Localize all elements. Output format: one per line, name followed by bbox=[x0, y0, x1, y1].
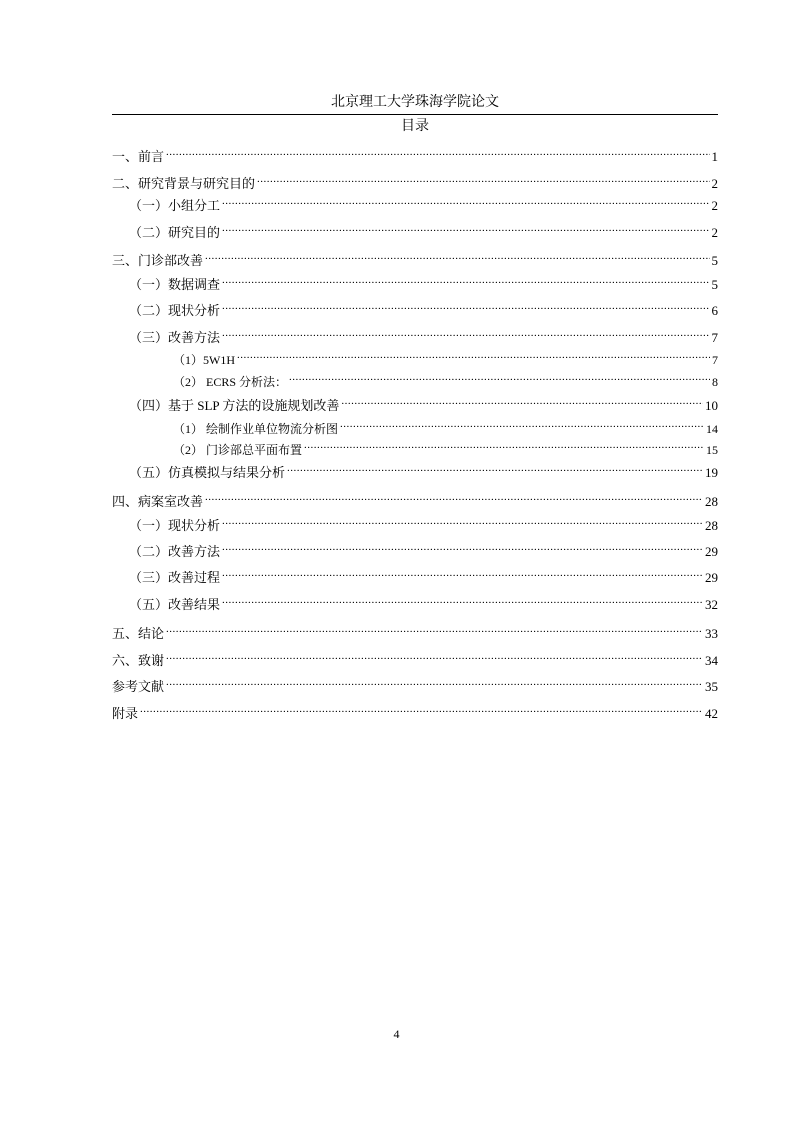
toc-entry-label: （五）改善结果 bbox=[129, 597, 221, 612]
toc-entry-page: 1 bbox=[711, 149, 718, 164]
toc-entry-floor-plan[interactable] bbox=[173, 436, 718, 457]
toc-entry-logistics-chart[interactable] bbox=[173, 415, 718, 436]
toc-entry-label: 二、研究背景与研究目的 bbox=[112, 176, 256, 191]
toc-entry-page: 6 bbox=[711, 303, 718, 318]
toc-entry-page: 28 bbox=[705, 494, 718, 509]
toc-entry-page: 15 bbox=[706, 443, 718, 457]
toc-dot-leader bbox=[222, 591, 703, 609]
toc-entry-page: 14 bbox=[706, 422, 718, 436]
toc-entry-label: （1）5W1H bbox=[173, 353, 235, 367]
toc-entry-page: 28 bbox=[705, 518, 718, 533]
toc-entry-records-result[interactable] bbox=[129, 591, 718, 612]
toc-entry-simulation[interactable] bbox=[129, 459, 718, 480]
toc-entry-preface[interactable] bbox=[112, 143, 718, 164]
toc-dot-leader bbox=[287, 459, 703, 477]
toc-entry-label: 参考文献 bbox=[112, 679, 165, 694]
toc-entry-page: 29 bbox=[705, 544, 718, 559]
toc-dot-leader bbox=[222, 324, 709, 342]
toc-dot-leader bbox=[166, 143, 709, 161]
toc-dot-leader bbox=[222, 538, 703, 556]
toc-dot-leader bbox=[222, 564, 703, 582]
header-rule bbox=[112, 114, 718, 115]
toc-entry-label: （1） 绘制作业单位物流分析图 bbox=[173, 422, 339, 436]
toc-entry-page: 33 bbox=[705, 626, 718, 641]
toc-entry-page: 2 bbox=[711, 176, 718, 191]
toc-entry-research-purpose[interactable] bbox=[129, 219, 718, 240]
toc-dot-leader bbox=[140, 700, 703, 718]
toc-dot-leader bbox=[222, 297, 709, 315]
toc-entry-page: 8 bbox=[712, 375, 718, 389]
toc-entry-page: 5 bbox=[711, 277, 718, 292]
toc-entry-conclusion[interactable] bbox=[112, 620, 718, 641]
toc-entry-5w1h[interactable] bbox=[173, 346, 718, 367]
toc-entry-slp-planning[interactable] bbox=[129, 392, 718, 413]
toc-entry-page: 34 bbox=[705, 653, 718, 668]
toc-dot-leader bbox=[340, 415, 704, 433]
toc-dot-leader bbox=[205, 247, 709, 265]
toc-entry-page: 2 bbox=[711, 198, 718, 213]
toc-entry-records-process[interactable] bbox=[129, 564, 718, 585]
toc-entry-page: 19 bbox=[705, 465, 718, 480]
toc-entry-appendix[interactable] bbox=[112, 700, 718, 721]
toc-title: 目录 bbox=[401, 119, 429, 134]
toc-entry-group-division[interactable] bbox=[129, 192, 718, 213]
toc-entry-label: （2） ECRS 分析法： bbox=[173, 375, 288, 389]
toc-entry-page: 29 bbox=[705, 570, 718, 585]
toc-entry-label: 附录 bbox=[112, 706, 139, 721]
toc-entry-records-status[interactable] bbox=[129, 512, 718, 533]
toc-entry-outpatient[interactable] bbox=[112, 247, 718, 268]
toc-dot-leader bbox=[205, 488, 703, 506]
toc-dot-leader bbox=[222, 271, 709, 289]
toc-dot-leader bbox=[257, 170, 709, 188]
toc-entry-references[interactable] bbox=[112, 673, 718, 694]
toc-entry-label: 四、病案室改善 bbox=[112, 494, 204, 509]
toc-entry-ecrs[interactable] bbox=[173, 368, 718, 389]
toc-entry-page: 35 bbox=[705, 679, 718, 694]
toc-entry-label: （二）研究目的 bbox=[129, 225, 221, 240]
toc-entry-page: 7 bbox=[711, 330, 718, 345]
toc-entry-label: （三）改善方法 bbox=[129, 330, 221, 345]
toc-entry-data-survey[interactable] bbox=[129, 271, 718, 292]
toc-entry-label: （2） 门诊部总平面布置 bbox=[173, 443, 303, 457]
toc-dot-leader bbox=[341, 392, 703, 410]
toc-entry-label: （五）仿真模拟与结果分析 bbox=[129, 465, 286, 480]
toc-dot-leader bbox=[222, 512, 703, 530]
toc-entry-records-method[interactable] bbox=[129, 538, 718, 559]
toc-dot-leader bbox=[166, 673, 703, 691]
toc-dot-leader bbox=[166, 647, 703, 665]
toc-entry-label: （一）数据调查 bbox=[129, 277, 221, 292]
toc-entry-label: （一）小组分工 bbox=[129, 198, 221, 213]
toc-entry-label: （三）改善过程 bbox=[129, 570, 221, 585]
toc-entry-label: 五、结论 bbox=[112, 626, 165, 641]
toc-entry-label: 三、门诊部改善 bbox=[112, 253, 204, 268]
toc-dot-leader bbox=[304, 436, 704, 454]
page-header: 北京理工大学珠海学院论文 bbox=[331, 95, 499, 110]
toc-entry-records-room[interactable] bbox=[112, 488, 718, 509]
toc-entry-background[interactable] bbox=[112, 170, 718, 191]
toc-dot-leader bbox=[289, 368, 710, 386]
toc-entry-page: 10 bbox=[705, 398, 718, 413]
toc-entry-page: 7 bbox=[712, 353, 718, 367]
toc-dot-leader bbox=[222, 192, 709, 210]
toc-entry-label: （四）基于 SLP 方法的设施规划改善 bbox=[129, 398, 340, 413]
toc-entry-page: 32 bbox=[705, 597, 718, 612]
toc-entry-label: （一）现状分析 bbox=[129, 518, 221, 533]
toc-entry-page: 5 bbox=[711, 253, 718, 268]
toc-entry-label: （二）现状分析 bbox=[129, 303, 221, 318]
toc-entry-improvement-method[interactable] bbox=[129, 324, 718, 345]
toc-dot-leader bbox=[166, 620, 703, 638]
toc-entry-page: 42 bbox=[705, 706, 718, 721]
toc-entry-status-analysis[interactable] bbox=[129, 297, 718, 318]
toc-dot-leader bbox=[222, 219, 709, 237]
toc-entry-acknowledgement[interactable] bbox=[112, 647, 718, 668]
toc-entry-label: 一、前言 bbox=[112, 149, 165, 164]
toc-entry-page: 2 bbox=[711, 225, 718, 240]
toc-entry-label: 六、致谢 bbox=[112, 653, 165, 668]
toc-dot-leader bbox=[237, 346, 710, 364]
page-number: 4 bbox=[393, 1027, 400, 1041]
toc-entry-label: （二）改善方法 bbox=[129, 544, 221, 559]
